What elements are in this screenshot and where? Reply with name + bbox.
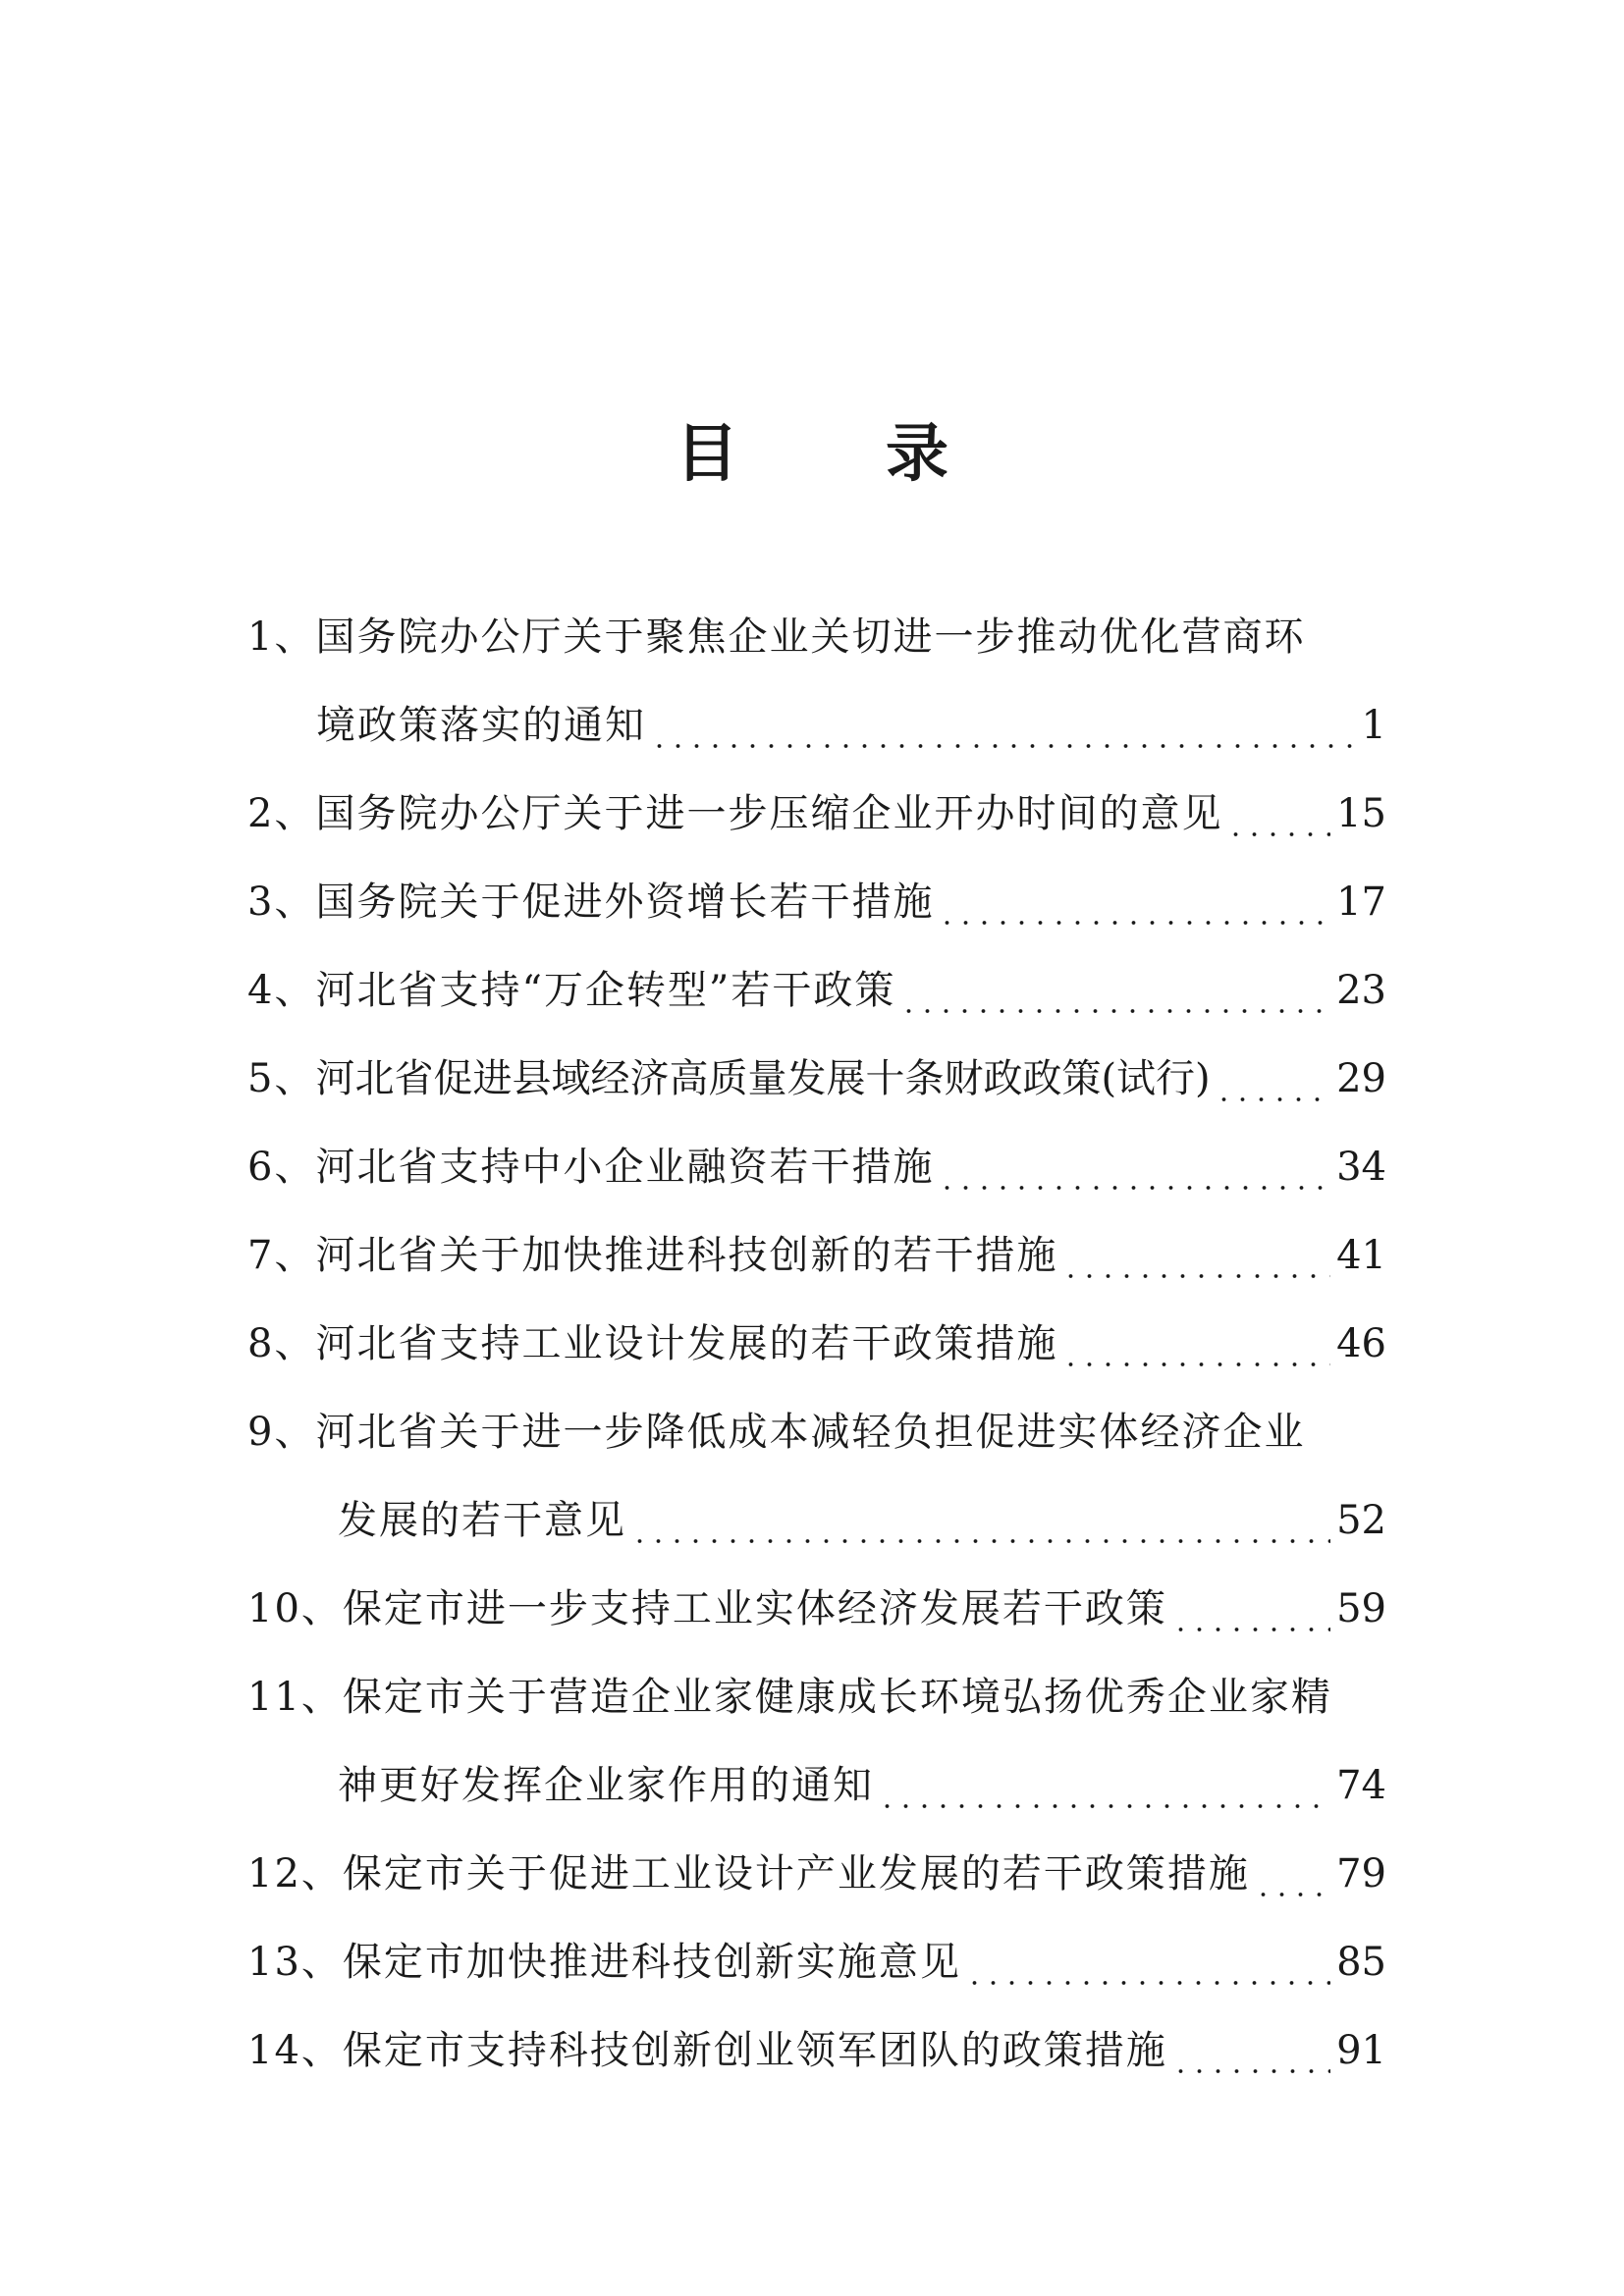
toc-entry-page: 46 bbox=[1336, 1321, 1386, 1366]
toc-entry-page: 15 bbox=[1336, 791, 1386, 836]
toc-entry-page: 41 bbox=[1336, 1233, 1386, 1278]
table-of-contents bbox=[247, 593, 1386, 2095]
toc-entry bbox=[247, 1565, 1386, 1653]
toc-entry-number: 1、 bbox=[247, 614, 316, 660]
toc-entry-title: 河北省关于进一步降低成本减轻负担促进实体经济企业 bbox=[315, 1410, 1306, 1455]
toc-entry-title: 国务院关于促进外资增长若干措施 bbox=[315, 880, 935, 925]
toc-entry-page: 1 bbox=[1361, 703, 1386, 748]
toc-entry bbox=[247, 1300, 1386, 1388]
title-char-left: 目 bbox=[676, 417, 738, 491]
dot-leader bbox=[899, 946, 1330, 1035]
toc-entry-page: 34 bbox=[1336, 1145, 1386, 1190]
toc-entry-line bbox=[247, 1565, 1386, 1653]
dot-leader bbox=[650, 681, 1356, 770]
toc-entry-line bbox=[247, 770, 1386, 858]
toc-entry-title: 河北省关于加快推进科技创新的若干措施 bbox=[315, 1233, 1058, 1278]
dot-leader bbox=[630, 1476, 1330, 1565]
toc-entry-page: 79 bbox=[1336, 1851, 1386, 1896]
toc-entry-number: 5、 bbox=[247, 1056, 316, 1101]
toc-entry-page: 85 bbox=[1336, 1940, 1386, 1985]
toc-entry-line bbox=[247, 1653, 1386, 1741]
toc-entry-page: 52 bbox=[1336, 1498, 1386, 1543]
dot-leader bbox=[1061, 1211, 1330, 1300]
toc-entry bbox=[247, 1830, 1386, 1918]
toc-entry bbox=[247, 2006, 1386, 2095]
toc-entry-number: 2、 bbox=[247, 791, 316, 836]
dot-leader bbox=[1254, 1830, 1330, 1918]
dot-leader bbox=[878, 1741, 1330, 1830]
toc-entry bbox=[247, 946, 1386, 1035]
toc-entry-title: 保定市加快推进科技创新实施意见 bbox=[342, 1940, 961, 1985]
toc-entry-page: 17 bbox=[1336, 880, 1386, 925]
toc-entry bbox=[247, 770, 1386, 858]
toc-entry-number: 4、 bbox=[247, 968, 316, 1013]
dot-leader bbox=[938, 1123, 1330, 1211]
toc-entry-title: 河北省促进县域经济高质量发展十条财政政策(试行) bbox=[315, 1056, 1211, 1101]
dot-leader bbox=[1171, 1565, 1330, 1653]
toc-entry-number: 9、 bbox=[247, 1410, 316, 1455]
toc-entry-number: 6、 bbox=[247, 1145, 316, 1190]
toc-entry-line bbox=[247, 2006, 1386, 2095]
toc-entry-title: 保定市支持科技创新创业领军团队的政策措施 bbox=[342, 2028, 1167, 2073]
toc-entry-number: 3、 bbox=[247, 880, 316, 925]
toc-entry-line bbox=[247, 858, 1386, 946]
title-char-right: 录 bbox=[886, 417, 948, 491]
toc-entry bbox=[247, 1918, 1386, 2006]
toc-entry bbox=[247, 1388, 1386, 1565]
toc-entry-title-continued: 境政策落实的通知 bbox=[316, 703, 646, 748]
toc-entry bbox=[247, 1211, 1386, 1300]
toc-entry-line bbox=[247, 593, 1386, 681]
toc-entry-line bbox=[247, 946, 1386, 1035]
toc-entry-page: 74 bbox=[1336, 1763, 1386, 1808]
toc-entry-page: 29 bbox=[1336, 1056, 1386, 1101]
toc-entry-number: 8、 bbox=[247, 1321, 316, 1366]
toc-entry-line bbox=[247, 1300, 1386, 1388]
toc-entry bbox=[247, 858, 1386, 946]
toc-entry-number: 10、 bbox=[247, 1586, 343, 1631]
dot-leader bbox=[965, 1918, 1330, 2006]
toc-entry-title: 保定市关于营造企业家健康成长环境弘扬优秀企业家精 bbox=[342, 1675, 1332, 1720]
toc-entry-page: 91 bbox=[1336, 2028, 1386, 2073]
toc-entry-number: 13、 bbox=[247, 1940, 343, 1985]
toc-entry-line bbox=[247, 1035, 1386, 1123]
toc-entry-line bbox=[247, 1741, 1386, 1830]
toc-entry-line bbox=[247, 681, 1386, 770]
toc-entry-line bbox=[247, 1211, 1386, 1300]
toc-entry-title: 保定市关于促进工业设计产业发展的若干政策措施 bbox=[342, 1851, 1250, 1896]
dot-leader bbox=[938, 858, 1330, 946]
toc-entry-number: 7、 bbox=[247, 1233, 316, 1278]
toc-entry bbox=[247, 1035, 1386, 1123]
toc-entry-title: 河北省支持中小企业融资若干措施 bbox=[315, 1145, 935, 1190]
toc-entry bbox=[247, 1123, 1386, 1211]
toc-entry-line bbox=[247, 1476, 1386, 1565]
dot-leader bbox=[1171, 2006, 1330, 2095]
toc-entry-line bbox=[247, 1830, 1386, 1918]
toc-entry-number: 12、 bbox=[247, 1851, 343, 1896]
toc-entry-title: 保定市进一步支持工业实体经济发展若干政策 bbox=[342, 1586, 1167, 1631]
page-title bbox=[0, 410, 1624, 499]
toc-entry-page: 59 bbox=[1336, 1586, 1386, 1631]
toc-entry-title: 国务院办公厅关于进一步压缩企业开办时间的意见 bbox=[315, 791, 1223, 836]
toc-entry-number: 14、 bbox=[247, 2028, 343, 2073]
toc-entry-title: 国务院办公厅关于聚焦企业关切进一步推动优化营商环 bbox=[315, 614, 1306, 660]
dot-leader bbox=[1226, 770, 1330, 858]
dot-leader bbox=[1215, 1035, 1330, 1123]
toc-entry bbox=[247, 1653, 1386, 1830]
toc-entry-title-continued: 发展的若干意见 bbox=[338, 1498, 626, 1543]
dot-leader bbox=[1061, 1300, 1330, 1388]
toc-entry-line bbox=[247, 1918, 1386, 2006]
toc-entry-title: 河北省支持工业设计发展的若干政策措施 bbox=[315, 1321, 1058, 1366]
toc-entry bbox=[247, 593, 1386, 770]
toc-entry-title-continued: 神更好发挥企业家作用的通知 bbox=[338, 1763, 874, 1808]
toc-entry-line bbox=[247, 1388, 1386, 1476]
toc-entry-page: 23 bbox=[1336, 968, 1386, 1013]
toc-entry-title: 河北省支持“万企转型”若干政策 bbox=[315, 968, 896, 1013]
toc-entry-line bbox=[247, 1123, 1386, 1211]
toc-entry-number: 11、 bbox=[247, 1675, 343, 1720]
